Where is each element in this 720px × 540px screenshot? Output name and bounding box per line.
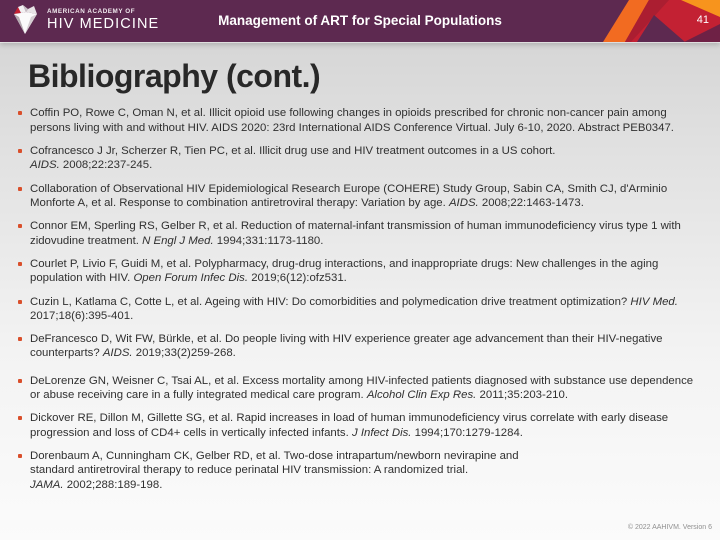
reference-text: Coffin PO, Rowe C, Oman N, et al. Illicit opioid use following changes in opioids prescribed for chronic non-cancer pain among persons living with and without HIV. AIDS 2020: 23rd International AIDS Conference Virtual. July 6-10, 2020. Abstract PEB0347. [30, 107, 674, 134]
logo-line1: AMERICAN ACADEMY OF [47, 7, 136, 15]
deck-title: Management of ART for Special Populations [218, 13, 502, 28]
page-number: 41 [696, 14, 709, 26]
reference-text: Cuzin L, Katlama C, Cotte L, et al. Ageing with HIV: Do comorbidities and polymedication drive treatment optimization? HIV Med. 2017;18(6):395-401. [30, 295, 678, 322]
reference-item [18, 374, 698, 403]
bullet-marker [18, 337, 22, 341]
bullet-marker [18, 262, 22, 266]
footer-copyright: © 2022 AAHIVM. Version 6 [627, 524, 712, 531]
reference-text: DeFrancesco D, Wit FW, Bürkle, et al. Do people living with HIV experience greater age advancement than their HIV-negative counterparts? AIDS. 2019;33(2)259-268. [30, 333, 663, 360]
reference-item [18, 219, 698, 248]
reference-text: Connor EM, Sperling RS, Gelber R, et al. Reduction of maternal-infant transmission of human immunodeficiency virus type 1 with zidovudine treatment. N Engl J Med. 1994;331:1173-1180. [30, 220, 681, 247]
bullet-marker [18, 111, 22, 115]
reference-item [18, 182, 698, 211]
slide-body [0, 44, 720, 501]
page-title: Bibliography (cont.) [28, 58, 321, 94]
reference-text: Dorenbaum A, Cunningham CK, Gelber RD, et al. Two-dose intrapartum/newborn nevirapine and standard antiretroviral therapy to reduce perinatal HIV transmission: A randomized trial. JAMA. 2002;288:189-198. [30, 450, 519, 491]
reference-item [18, 106, 698, 135]
bullet-marker [18, 454, 22, 458]
bullet-marker [18, 416, 22, 420]
bullet-marker [18, 187, 22, 191]
reference-text: Collaboration of Observational HIV Epidemiological Research Europe (COHERE) Study Group, Sabin CA, Smith CJ, d'Arminio Monforte A, et al. Response to combination antiretroviral therapy: Variation by age. AIDS. 2008;22:1463-1473. [30, 182, 668, 209]
reference-item [18, 144, 698, 173]
bullet-marker [18, 149, 22, 153]
reference-item [18, 449, 698, 492]
slide-header [0, 0, 720, 42]
reference-item [18, 411, 698, 440]
reference-text: Courlet P, Livio F, Guidi M, et al. Polypharmacy, drug-drug interactions, and inappropriate drugs: New challenges in the aging population with HIV. Open Forum Infec Dis. 2019;6(12):ofz531. [30, 257, 659, 285]
reference-list [0, 106, 712, 492]
reference-text: Cofrancesco J Jr, Scherzer R, Tien PC, et al. Illicit drug use and HIV treatment outcomes in a US cohort. AIDS. 2008;22:237-245. [30, 145, 556, 172]
reference-text: DeLorenze GN, Weisner C, Tsai AL, et al. Excess mortality among HIV-infected patients diagnosed with substance use dependence or abuse receiving care in a fully integrated medical care program. Alcohol Clin Exp Res. 2011;35:203-210. [30, 374, 694, 402]
logo-line2: HIV MEDICINE [47, 15, 160, 32]
reference-item [18, 295, 698, 324]
reference-text: Dickover RE, Dillon M, Gillette SG, et al. Rapid increases in load of human immunodeficiency virus correlate with early disease progression and loss of CD4+ cells in vertically infected infants. J Infect Dis. 1994;170:1279-1284. [30, 412, 669, 439]
reference-item [18, 332, 698, 361]
bullet-marker [18, 224, 22, 228]
bullet-marker [18, 379, 22, 383]
bullet-marker [18, 300, 22, 304]
reference-item [18, 257, 698, 286]
